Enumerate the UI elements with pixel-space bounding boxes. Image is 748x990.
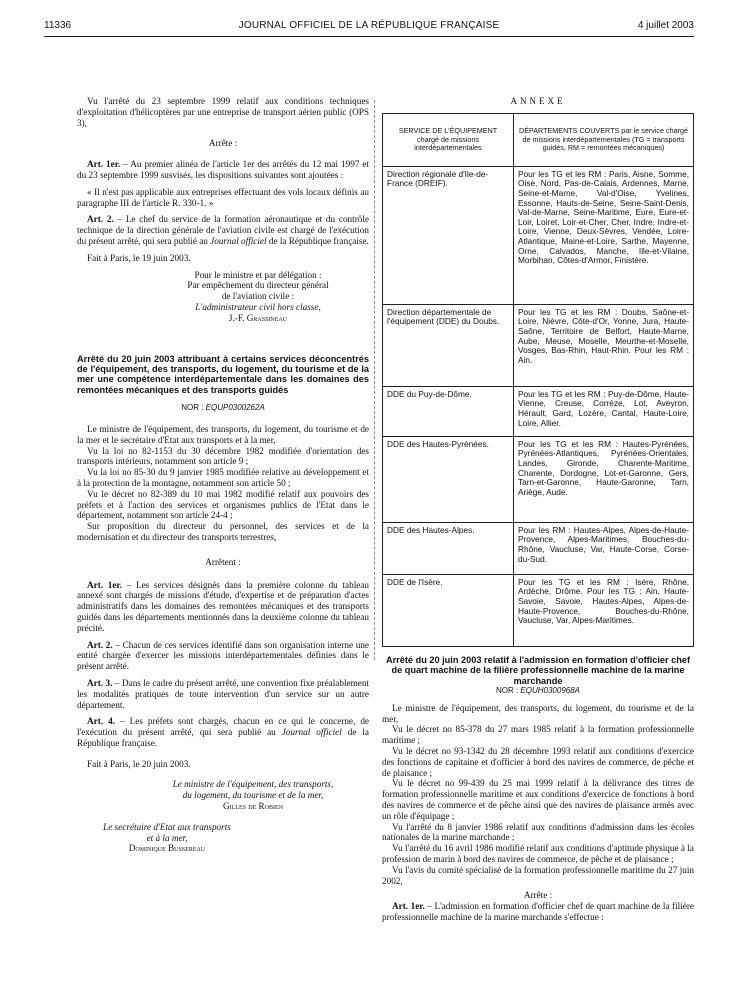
arrete-heading: Arrête : xyxy=(208,138,238,149)
visa-paragraph: Vu le décret no 99-439 du 25 mai 1999 relatif à la délivrance des titres de formation professionnelle maritime et aux conditions d'exercice de fonctions à bord des navires de commerce et de pêche ainsi que des navires de plaisance armés avec un rôle d'équipage ; xyxy=(382,778,694,821)
article-text: – Les préfets sont chargés, chacun en ce qui le concerne, de l'exécution du présent arrêté, qui sera publié au xyxy=(77,716,369,738)
article-label: Art. 4. xyxy=(87,716,115,727)
article-paragraph xyxy=(77,640,369,672)
article-paragraph xyxy=(77,159,369,181)
departments-cell: Pour les TG et les RM : Hautes-Pyrénées, Pyrénées-Atlantiques, Pyrénées-Orientales, Landes, Gironde, Charente-Maritime, Charente, Dordogne, Lot-et-Garonne, Gers, Tarn-et-Garonne, Haute-Garonne, Tarn, Ariège, Aude. xyxy=(514,436,694,522)
decree-heading: Arrêté du 20 juin 2003 relatif à l'admission en formation d'officier chef de quart machine de la filière professionnelle machine de la marine marchande xyxy=(385,654,691,686)
table-row xyxy=(383,522,694,574)
table-row xyxy=(383,386,694,436)
service-cell: DDE des Hautes-Pyrénées. xyxy=(383,436,514,522)
signature-block xyxy=(77,822,257,854)
service-cell: DDE de l'Isère. xyxy=(383,574,514,646)
annexe-title: ANNEXE xyxy=(510,96,566,106)
service-cell: Direction régionale d'Ile-de-France (DREIF). xyxy=(383,166,514,304)
article-label: Art. 1er. xyxy=(87,579,122,590)
departments-cell: Pour les RM : Hautes-Alpes, Alpes-de-Haute-Provence, Alpes-Maritimes, Bouches-du-Rhône, Vaucluse, Var, Haute-Corse, Corse-du-Sud. xyxy=(514,522,694,574)
signature-line: Par empêchement du directeur général xyxy=(187,280,329,291)
table-row xyxy=(383,304,694,386)
arrete-heading: Arrête : xyxy=(523,890,553,901)
article-text: – Au premier alinéa de l'article 1er des arrêtés du 12 mai 1997 et du 23 septembre 1999 susvisés, les dispositions suivantes sont ajoutées : xyxy=(77,159,370,180)
nor-label: NOR : xyxy=(181,403,206,413)
fait-line: Fait à Paris, le 19 juin 2003. xyxy=(87,252,191,263)
departments-cell: Pour les TG et les RM : Paris, Aisne, Somme, Oise, Nord, Pas-de-Calais, Ardennes, Marne, Seine-et-Marne, Val-d'Oise, Yvelines, Essonne, Hauts-de-Seine, Seine-Saint-Denis, Val-de-Marne, Seine-Maritime, Eure, Eure-et-Loir, Loiret, Loir-et-Cher, Cher, Indre, Indre-et-Loire, Vienne, Deux-Sèvres, Vendée, Loire-Atlantique, Maine-et-Loire, Sarthe, Mayenne, Orne, Calvados, Manche, Ille-et-Vilaine, Morbihan, Côtes-d'Armor, Finistère. xyxy=(514,166,694,304)
table-row xyxy=(383,574,694,646)
signature-block xyxy=(147,270,369,324)
article-paragraph xyxy=(77,678,369,710)
article-text: – Dans le cadre du présent arrêté, une convention fixe préalablement les modalités pratiques de toute intervention d'un service sur un autre département. xyxy=(77,677,369,710)
article-text: – Le chef du service de la formation aéronautique et du contrôle technique de la direction générale de l'aviation civile est chargé de l'exécution du présent arrêté, qui sera publié au xyxy=(77,214,369,246)
header-rule xyxy=(44,36,694,37)
signature-line: Pour le ministre et par délégation : xyxy=(194,269,322,280)
article-text-end: de la République française. xyxy=(266,235,369,246)
signature-title: du logement, du tourisme et de la mer, xyxy=(182,790,324,801)
article-label: Art. 1er. xyxy=(392,901,425,912)
annexe-table xyxy=(382,113,694,647)
journal-ref: Journal officiel xyxy=(281,727,342,738)
article-text: – L'admission en formation d'officier chef de quart machine de la filière professionnelle machine de la marine marchande s'effectue : xyxy=(382,901,694,922)
signatory-name: J.-F. Grassineau xyxy=(228,312,288,323)
article-paragraph xyxy=(382,901,694,923)
page-header xyxy=(44,20,694,36)
signature-title: et à la mer, xyxy=(146,832,188,843)
signatory-name: Gilles de Robien xyxy=(222,801,284,812)
column-divider xyxy=(374,100,375,660)
table-header-row xyxy=(383,113,694,166)
visa-paragraph: Le ministre de l'équipement, des transports, du logement, du tourisme et de la mer et le secrétaire d'Etat aux transports et à la mer, xyxy=(77,423,369,445)
departments-cell: Pour les TG et les RM : Isère, Rhône, Ardèche, Drôme. Pour les TG : Ain, Haute-Savoie, Savoie, Hautes-Alpes, Alpes-de-Haute-Provence, Bouches-du-Rhône, Vaucluse, Var, Alpes-Maritimes. xyxy=(514,574,694,646)
visa-paragraph: Vu l'arrêté du 16 avril 1986 modifié relatif aux conditions d'aptitude physique à la profession de marin à bord des navires de commerce, de pêche et de plaisance ; xyxy=(382,843,694,864)
journal-title: JOURNAL OFFICIEL DE LA RÉPUBLIQUE FRANÇAISE xyxy=(238,20,500,31)
service-cell: DDE des Hautes-Alpes. xyxy=(383,522,514,574)
signature-title: Le secrétaire d'Etat aux transports xyxy=(103,821,231,832)
journal-ref: Journal officiel xyxy=(210,235,267,246)
article-text-end: de la République française. xyxy=(77,727,369,748)
quote-paragraph: « Il n'est pas applicable aux entreprises effectuant des vols locaux définis au paragraphe III de l'article R. 330-1. » xyxy=(77,186,369,208)
visa-paragraph: Vu le décret no 85-378 du 27 mars 1985 relatif à la formation professionnelle maritime ; xyxy=(382,724,694,746)
departments-cell: Pour les TG et les RM : Puy-de-Dôme, Haute-Vienne, Creuse, Corrèze, Lot, Aveyron, Hérault, Gard, Lozère, Cantal, Haute-Loire, Loire, Allier. xyxy=(514,386,694,436)
table-row xyxy=(383,166,694,304)
table-body xyxy=(383,166,694,646)
departments-cell: Pour les TG et les RM : Doubs, Saône-et-Loire, Nièvre, Côte-d'Or, Yonne, Jura, Haute-Saône, Territoire de Belfort, Haute-Marne, Aube, Meuse, Moselle, Meurthe-et-Moselle, Vosges, Bas-Rhin, Haut-Rhin. Pour les RM : Ain. xyxy=(514,304,694,386)
table-header-service: SERVICE DE L'ÉQUIPEMENT chargé de missions interdépartementales xyxy=(383,113,514,166)
visa-paragraph: Vu le décret no 82-389 du 10 mai 1982 modifié relatif aux pouvoirs des préfets et à l'action des services et organismes publics de l'Etat dans le département, notamment son article 24-4 ; xyxy=(77,488,369,521)
nor-code: EQUH0300968A xyxy=(520,686,581,696)
nor-code: EQUP0300262A xyxy=(205,403,265,413)
article-paragraph xyxy=(77,580,369,634)
visa-paragraph: Vu l'avis du comité spécialisé de la formation professionnelle maritime du 27 juin 2002, xyxy=(382,864,694,886)
signature-title: L'administrateur civil hors classe, xyxy=(195,301,321,312)
nor-reference xyxy=(382,686,694,697)
visa-paragraph: Le ministre de l'équipement, des transports, du logement, du tourisme et de la mer, xyxy=(382,702,694,724)
signature-block xyxy=(137,779,369,811)
visa-paragraph: Sur proposition du directeur du personnel, des services et de la modernisation et du directeur des transports terrestres, xyxy=(77,521,369,542)
visa-paragraph: Vu la loi no 85-30 du 9 janvier 1985 modifiée relative au développement et à la protection de la montagne, notamment son article 50 ; xyxy=(77,467,369,488)
service-cell: DDE du Puy-de-Dôme. xyxy=(383,386,514,436)
decree-heading: Arrêté du 20 juin 2003 attribuant à certains services déconcentrés de l'équipement, des transports, du logement, du tourisme et de la mer une compétence interdépartementale dans les domaines des remontées mécaniques et des transports guidés xyxy=(77,353,369,395)
right-column xyxy=(382,96,694,923)
issue-date: 4 juillet 2003 xyxy=(637,20,694,31)
article-label: Art. 1er. xyxy=(87,159,121,170)
article-text: – Les services désignés dans la première colonne du tableau annexé sont chargés de missions d'étude, d'expertise et de préparation d'actes administratifs dans les domaines des remontées mécaniques et des transports guidés dans les départements mentionnés dans la deuxième colonne du tableau précité. xyxy=(77,579,369,633)
arrete-heading: Arrêtent : xyxy=(205,556,241,567)
nor-reference xyxy=(77,403,369,414)
signature-title: Le ministre de l'équipement, des transports, xyxy=(172,779,334,790)
service-cell: Direction départementale de l'équipement (DDE) du Doubs. xyxy=(383,304,514,386)
visa-paragraph: Vu l'arrêté du 8 janvier 1986 relatif aux conditions d'admission dans les écoles nationales de la marine marchande ; xyxy=(382,821,694,843)
signatory-name: Dominique Bussereau xyxy=(128,843,206,854)
visa-paragraph: Vu la loi no 82-1153 du 30 décembre 1982 modifiée d'orientation des transports intérieurs, notamment son article 9 ; xyxy=(77,445,369,467)
article-label: Art. 3. xyxy=(87,677,113,688)
visa-paragraph: Vu le décret no 93-1342 du 28 décembre 1993 relatif aux conditions d'exercice des fonctions de capitaine et d'officier à bord des navires de commerce, de pêche et de plaisance ; xyxy=(382,746,694,778)
article-paragraph xyxy=(77,214,369,246)
page-number: 11336 xyxy=(44,20,72,31)
nor-label: NOR : xyxy=(495,686,521,696)
left-column xyxy=(77,96,369,854)
fait-line: Fait à Paris, le 20 juin 2003. xyxy=(87,758,191,769)
visa-paragraph: Vu l'arrêté du 23 septembre 1999 relatif aux conditions techniques d'exploitation d'hélicoptères par une entreprise de transport aérien public (OPS 3), xyxy=(77,96,369,128)
article-text: – Chacun de ces services identifié dans son organisation interne une entité chargée d'exercer les missions interdépartementales définies dans le présent arrêté. xyxy=(77,639,369,672)
article-paragraph xyxy=(77,716,369,748)
table-row xyxy=(383,436,694,522)
signature-line: de l'aviation civile : xyxy=(221,291,295,302)
article-label: Art. 2. xyxy=(87,214,114,225)
article-label: Art. 2. xyxy=(87,639,113,650)
table-header-departments: DÉPARTEMENTS COUVERTS par le service chargé de missions interdépartementales (TG = transports guidés, RM = remontées mécaniques) xyxy=(514,113,694,166)
